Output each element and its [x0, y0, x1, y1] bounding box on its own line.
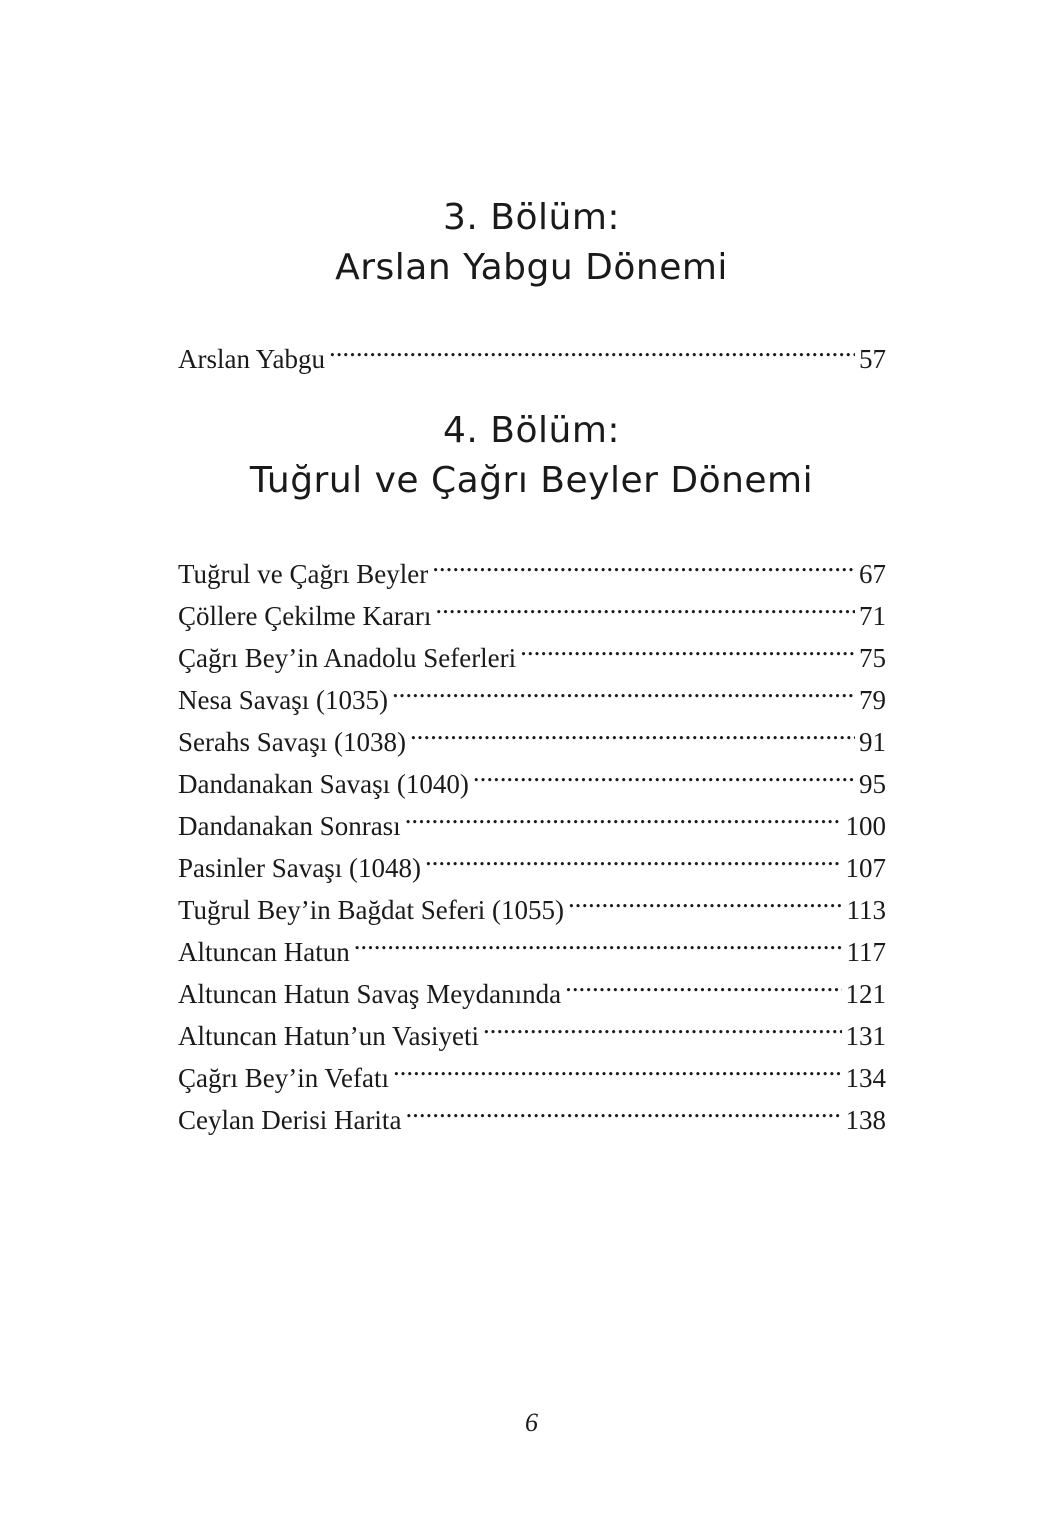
dot-leader [483, 1003, 842, 1045]
toc-entry-title: Nesa Savaşı (1035) [178, 685, 388, 715]
toc-entry-title: Ceylan Derisi Harita [178, 1105, 402, 1135]
toc-entry-title: Çağrı Bey’in Vefatı [178, 1063, 389, 1093]
chapter-4-heading [0, 406, 1063, 506]
toc-entry-title: Pasinler Savaşı (1048) [178, 853, 421, 883]
toc-entry-title: Tuğrul Bey’in Bağdat Seferi (1055) [178, 895, 564, 925]
toc-entry-title: Altuncan Hatun Savaş Meydanında [178, 979, 562, 1009]
chapter-4-number: 4. Bölüm: [442, 410, 621, 451]
toc-entry-page: 113 [846, 895, 886, 925]
chapter-3-number: 3. Bölüm: [442, 197, 621, 238]
toc-entry-page: 121 [845, 979, 886, 1009]
dot-leader [405, 1087, 841, 1129]
dot-leader [435, 583, 855, 625]
page-number: 6 [525, 1408, 538, 1437]
dot-leader [410, 709, 855, 751]
dot-leader [425, 835, 842, 877]
toc-entry-title: Çöllere Çekilme Kararı [178, 601, 432, 631]
dot-leader [354, 919, 843, 961]
toc-entry-page: 95 [859, 769, 886, 799]
dot-leader [568, 877, 843, 919]
toc-entry-title: Serahs Savaşı (1038) [178, 727, 406, 757]
dot-leader [393, 1045, 842, 1087]
toc-entry-page: 100 [845, 811, 886, 841]
chapter-4-title: Tuğrul ve Çağrı Beyler Dönemi [249, 460, 814, 501]
toc-entry[interactable] [178, 326, 886, 374]
dot-leader [392, 667, 855, 709]
toc-entry[interactable] [178, 541, 886, 589]
dot-leader [405, 793, 842, 835]
toc-entry-page: 131 [845, 1021, 886, 1051]
toc-entry-page: 75 [859, 643, 886, 673]
toc-entry-page: 57 [859, 344, 886, 374]
toc-entry-title: Altuncan Hatun [178, 937, 350, 967]
dot-leader [432, 541, 855, 583]
dot-leader [329, 326, 855, 368]
toc-entry-title: Dandanakan Savaşı (1040) [178, 769, 469, 799]
toc-entry-title: Çağrı Bey’in Anadolu Seferleri [178, 643, 517, 673]
toc-entry-page: 67 [859, 559, 886, 589]
toc-entry-page: 107 [845, 853, 886, 883]
dot-leader [565, 961, 841, 1003]
toc-entry-page: 71 [859, 601, 886, 631]
toc-entry-title: Arslan Yabgu [178, 344, 326, 374]
toc-entry-title: Tuğrul ve Çağrı Beyler [178, 559, 429, 589]
toc-entry-page: 79 [859, 685, 886, 715]
chapter-3-toc [178, 326, 886, 374]
toc-entry-page: 138 [845, 1105, 886, 1135]
toc-entry-title: Dandanakan Sonrası [178, 811, 401, 841]
toc-entry-page: 91 [859, 727, 886, 757]
chapter-3-heading [0, 193, 1063, 293]
toc-entry-page: 134 [845, 1063, 886, 1093]
dot-leader [473, 751, 855, 793]
chapter-4-toc [178, 541, 886, 1135]
dot-leader [520, 625, 855, 667]
chapter-3-title: Arslan Yabgu Dönemi [335, 247, 728, 288]
toc-entry-title: Altuncan Hatun’un Vasiyeti [178, 1021, 479, 1051]
toc-entry-page: 117 [846, 937, 886, 967]
